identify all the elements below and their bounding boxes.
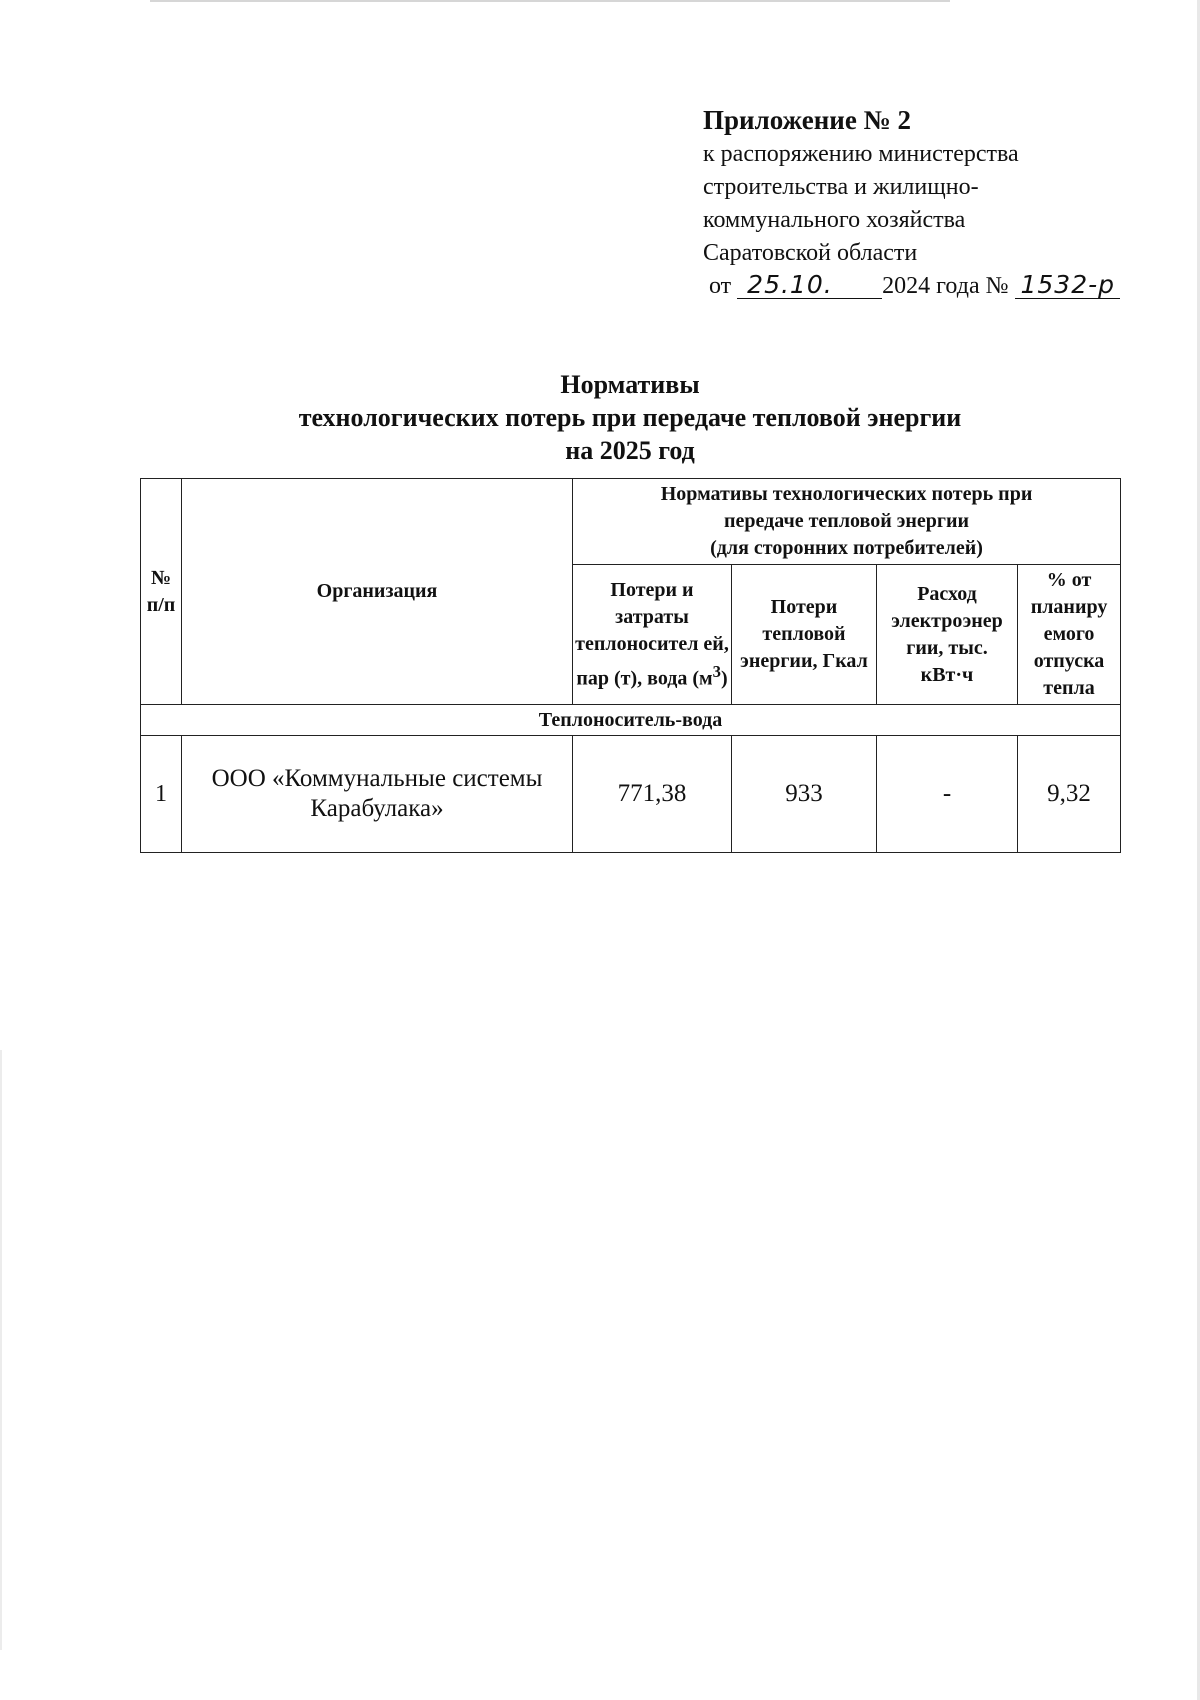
title-line: на 2025 год [565,436,695,465]
handwritten-date: 25.10. [737,272,882,299]
date-suffix: 2024 года № [882,273,1009,299]
section-row [141,705,1121,736]
header-group-line: Нормативы технологических потерь при [660,483,1033,505]
date-prefix: от [709,273,732,299]
handwritten-number: 1532-р [1015,272,1120,299]
section-label: Теплоноситель-вода [141,705,1121,736]
cell-losses-carrier: 771,38 [573,736,732,853]
cell-num: 1 [141,736,182,853]
annex-line: коммунального хозяйства [703,207,966,233]
header-losses-carrier-text: Потери и затраты теплоносител ей, пар (т), вода (м [575,578,729,690]
header-group [573,479,1121,565]
header-heat-losses: Потери тепловой энергии, Гкал [732,565,877,705]
table-header-row [141,479,1121,565]
header-electricity: Расход электроэнер гии, тыс. кВт·ч [877,565,1018,705]
header-losses-carrier [573,565,732,705]
norms-table [140,478,1121,853]
header-num: № п/п [141,479,182,705]
annex-line: к распоряжению министерства [703,141,1019,167]
annex-date-line [703,270,1120,303]
scan-edge-top [150,0,950,2]
annex-block [703,102,1120,303]
header-group-line: (для сторонних потребителей) [710,537,983,559]
header-organization: Организация [182,479,573,705]
header-losses-carrier-end: ) [720,667,728,690]
cell-electricity: - [877,736,1018,853]
header-percent: % от планиру емого отпуска тепла [1018,565,1121,705]
header-losses-carrier-sup: 3 [712,661,721,681]
header-group-line: передаче тепловой энергии [723,510,970,532]
cell-organization: ООО «Коммунальные системы Карабулака» [182,736,573,853]
scan-edge-left [0,1050,2,1650]
title-line: технологических потерь при передаче тепловой энергии [298,403,962,432]
annex-line: строительства и жилищно- [703,174,979,200]
title-line: Нормативы [560,370,700,399]
cell-heat-losses: 933 [732,736,877,853]
table-row [141,736,1121,853]
document-title [140,368,1120,467]
cell-percent: 9,32 [1018,736,1121,853]
annex-line: Саратовской области [703,240,918,266]
annex-title: Приложение № 2 [703,105,911,135]
